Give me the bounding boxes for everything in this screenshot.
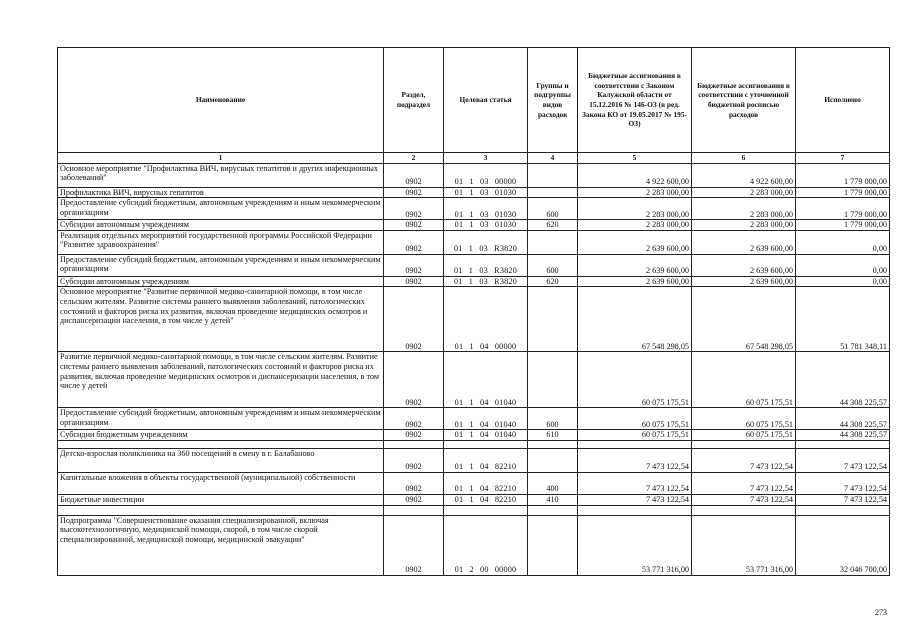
row-section: 0902 xyxy=(384,287,444,352)
row-executed-amount: 1 779 000,00 xyxy=(796,220,890,231)
table-body xyxy=(58,163,890,575)
row-law-amount: 67 548 298,05 xyxy=(578,287,692,352)
row-refined-amount: 7 473 122,54 xyxy=(692,472,796,494)
row-gap xyxy=(58,505,890,515)
row-refined-amount: 7 473 122,54 xyxy=(692,494,796,505)
budget-document xyxy=(57,47,889,576)
column-number: 3 xyxy=(444,153,528,164)
gap-cell xyxy=(578,505,692,515)
row-section: 0902 xyxy=(384,430,444,441)
table-row xyxy=(58,187,890,198)
row-target: 01 1 04 01040 xyxy=(444,430,528,441)
row-group: 600 xyxy=(528,254,578,276)
row-law-amount: 7 473 122,54 xyxy=(578,472,692,494)
row-name: Предоставление субсидий бюджетным, автономным учреждениям и иным некоммерческим организациям xyxy=(58,198,384,220)
table-row xyxy=(58,287,890,352)
row-group xyxy=(528,515,578,575)
row-section: 0902 xyxy=(384,408,444,430)
row-executed-amount: 1 779 000,00 xyxy=(796,187,890,198)
row-refined-amount: 2 639 600,00 xyxy=(692,230,796,254)
table-row xyxy=(58,230,890,254)
table-row xyxy=(58,220,890,231)
row-refined-amount: 2 639 600,00 xyxy=(692,276,796,287)
row-group xyxy=(528,163,578,187)
row-law-amount: 2 639 600,00 xyxy=(578,276,692,287)
row-refined-amount: 7 473 122,54 xyxy=(692,448,796,472)
header-law: Бюджетные ассигнования в соответствии с Законом Калужской области от 15.12.2016 № 146-ОЗ (в ред. Закона КО от 19.05.2017 № 195-ОЗ) xyxy=(578,48,692,153)
row-name: Профилактика ВИЧ, вирусных гепатитов xyxy=(58,187,384,198)
table-row xyxy=(58,515,890,575)
gap-cell xyxy=(384,440,444,448)
row-section: 0902 xyxy=(384,220,444,231)
row-target: 01 1 04 82210 xyxy=(444,448,528,472)
row-target: 01 1 03 R3820 xyxy=(444,276,528,287)
row-section: 0902 xyxy=(384,198,444,220)
row-refined-amount: 60 075 175,51 xyxy=(692,430,796,441)
row-target: 01 1 03 01030 xyxy=(444,187,528,198)
row-target: 01 1 04 00000 xyxy=(444,287,528,352)
row-refined-amount: 2 283 000,00 xyxy=(692,187,796,198)
row-name: Развитие первичной медико-санитарной помощи, в том числе сельским жителям. Развитие системы раннего выявления заболеваний, патологических состояний и факторов риска их развития, включая проведение медицинских осмотров и диспансеризации населения, в том числе у детей xyxy=(58,352,384,408)
row-target: 01 1 03 00000 xyxy=(444,163,528,187)
row-law-amount: 60 075 175,51 xyxy=(578,408,692,430)
row-section: 0902 xyxy=(384,163,444,187)
column-number-row xyxy=(58,153,890,164)
row-section: 0902 xyxy=(384,472,444,494)
row-target: 01 1 04 82210 xyxy=(444,472,528,494)
row-law-amount: 60 075 175,51 xyxy=(578,352,692,408)
row-target: 01 2 00 00000 xyxy=(444,515,528,575)
row-refined-amount: 53 771 316,00 xyxy=(692,515,796,575)
header-row xyxy=(58,48,890,153)
header-refined: Бюджетные ассигнования в соответствии с уточненной бюджетной росписью расходов xyxy=(692,48,796,153)
table-row xyxy=(58,198,890,220)
row-target: 01 1 03 01030 xyxy=(444,198,528,220)
table-row xyxy=(58,408,890,430)
row-executed-amount: 44 308 225,57 xyxy=(796,430,890,441)
page-number: 273 xyxy=(875,608,887,617)
row-law-amount: 53 771 316,00 xyxy=(578,515,692,575)
row-name: Субсидии автономным учреждениям xyxy=(58,276,384,287)
row-name: Предоставление субсидий бюджетным, автономным учреждениям и иным некоммерческим организациям xyxy=(58,254,384,276)
row-executed-amount: 0,00 xyxy=(796,230,890,254)
gap-cell xyxy=(444,440,528,448)
row-law-amount: 7 473 122,54 xyxy=(578,494,692,505)
row-group: 620 xyxy=(528,220,578,231)
budget-table xyxy=(57,47,890,576)
row-name: Предоставление субсидий бюджетным, автономным учреждениям и иным некоммерческим организациям xyxy=(58,408,384,430)
row-executed-amount: 44 308 225,57 xyxy=(796,352,890,408)
table-row xyxy=(58,254,890,276)
row-law-amount: 2 283 000,00 xyxy=(578,198,692,220)
table-row xyxy=(58,430,890,441)
row-name: Реализация отдельных мероприятий государственной программы Российской Федерации "Развитие здравоохранения" xyxy=(58,230,384,254)
table-row xyxy=(58,163,890,187)
row-law-amount: 7 473 122,54 xyxy=(578,448,692,472)
header-executed: Исполнено xyxy=(796,48,890,153)
row-group: 410 xyxy=(528,494,578,505)
row-name: Основное мероприятие "Развитие первичной медико-санитарной помощи, в том числе сельским жителям. Развитие системы раннего выявления заболеваний, патологических состояний и факторов риска их развития, включая проведение медицинских осмотров и диспансеризации населения, в том числе у детей" xyxy=(58,287,384,352)
row-group xyxy=(528,352,578,408)
column-number: 1 xyxy=(58,153,384,164)
row-name: Субсидии бюджетным учреждениям xyxy=(58,430,384,441)
row-target: 01 1 03 01030 xyxy=(444,220,528,231)
row-executed-amount: 1 779 000,00 xyxy=(796,163,890,187)
row-executed-amount: 44 308 225,57 xyxy=(796,408,890,430)
gap-cell xyxy=(692,505,796,515)
row-group xyxy=(528,287,578,352)
row-gap xyxy=(58,440,890,448)
row-target: 01 1 03 R3820 xyxy=(444,230,528,254)
row-name: Основное мероприятие "Профилактика ВИЧ, вирусных гепатитов и других инфекционных заболеваний" xyxy=(58,163,384,187)
gap-cell xyxy=(58,505,384,515)
row-section: 0902 xyxy=(384,352,444,408)
row-target: 01 1 04 82210 xyxy=(444,494,528,505)
header-group: Группы и подгруппы видов расходов xyxy=(528,48,578,153)
row-law-amount: 60 075 175,51 xyxy=(578,430,692,441)
header-target: Целевая статья xyxy=(444,48,528,153)
column-number: 5 xyxy=(578,153,692,164)
column-number: 7 xyxy=(796,153,890,164)
row-name: Бюджетные инвестиции xyxy=(58,494,384,505)
gap-cell xyxy=(58,440,384,448)
row-group: 400 xyxy=(528,472,578,494)
row-law-amount: 2 283 000,00 xyxy=(578,187,692,198)
row-refined-amount: 60 075 175,51 xyxy=(692,352,796,408)
gap-cell xyxy=(444,505,528,515)
row-executed-amount: 7 473 122,54 xyxy=(796,472,890,494)
row-executed-amount: 0,00 xyxy=(796,276,890,287)
gap-cell xyxy=(796,505,890,515)
row-executed-amount: 32 046 700,00 xyxy=(796,515,890,575)
row-target: 01 1 04 01040 xyxy=(444,408,528,430)
row-name: Капитальные вложения в объекты государственной (муниципальной) собственности xyxy=(58,472,384,494)
row-group xyxy=(528,187,578,198)
gap-cell xyxy=(528,440,578,448)
row-executed-amount: 7 473 122,54 xyxy=(796,494,890,505)
row-law-amount: 2 283 000,00 xyxy=(578,220,692,231)
table-row xyxy=(58,472,890,494)
row-section: 0902 xyxy=(384,276,444,287)
gap-cell xyxy=(578,440,692,448)
row-section: 0902 xyxy=(384,515,444,575)
row-target: 01 1 04 01040 xyxy=(444,352,528,408)
row-section: 0902 xyxy=(384,254,444,276)
row-target: 01 1 03 R3820 xyxy=(444,254,528,276)
row-law-amount: 4 922 600,00 xyxy=(578,163,692,187)
row-executed-amount: 0,00 xyxy=(796,254,890,276)
row-group xyxy=(528,448,578,472)
row-executed-amount: 7 473 122,54 xyxy=(796,448,890,472)
row-section: 0902 xyxy=(384,494,444,505)
row-group xyxy=(528,230,578,254)
header-name: Наименование xyxy=(58,48,384,153)
row-refined-amount: 2 283 000,00 xyxy=(692,220,796,231)
row-law-amount: 2 639 600,00 xyxy=(578,254,692,276)
row-refined-amount: 4 922 600,00 xyxy=(692,163,796,187)
row-section: 0902 xyxy=(384,230,444,254)
column-number: 4 xyxy=(528,153,578,164)
table-row xyxy=(58,276,890,287)
row-executed-amount: 1 779 000,00 xyxy=(796,198,890,220)
gap-cell xyxy=(692,440,796,448)
row-refined-amount: 2 639 600,00 xyxy=(692,254,796,276)
gap-cell xyxy=(796,440,890,448)
column-number: 2 xyxy=(384,153,444,164)
row-group: 620 xyxy=(528,276,578,287)
row-name: Детско-взрослая поликлиника на 360 посещений в смену в г. Балабаново xyxy=(58,448,384,472)
row-law-amount: 2 639 600,00 xyxy=(578,230,692,254)
row-refined-amount: 67 548 298,05 xyxy=(692,287,796,352)
row-executed-amount: 51 781 348,11 xyxy=(796,287,890,352)
table-row xyxy=(58,352,890,408)
row-name: Подпрограмма "Совершенствование оказания специализированной, включая высокотехнологичную, медицинской помощи, скорой, в том числе скорой специализированной, медицинской помощи, медицинской эвакуации" xyxy=(58,515,384,575)
gap-cell xyxy=(384,505,444,515)
row-section: 0902 xyxy=(384,187,444,198)
row-refined-amount: 60 075 175,51 xyxy=(692,408,796,430)
row-group: 600 xyxy=(528,408,578,430)
table-row xyxy=(58,494,890,505)
row-section: 0902 xyxy=(384,448,444,472)
row-name: Субсидии автономным учреждениям xyxy=(58,220,384,231)
row-group: 610 xyxy=(528,430,578,441)
table-row xyxy=(58,448,890,472)
gap-cell xyxy=(528,505,578,515)
row-refined-amount: 2 283 000,00 xyxy=(692,198,796,220)
header-section: Раздел, подраздел xyxy=(384,48,444,153)
column-number: 6 xyxy=(692,153,796,164)
row-group: 600 xyxy=(528,198,578,220)
